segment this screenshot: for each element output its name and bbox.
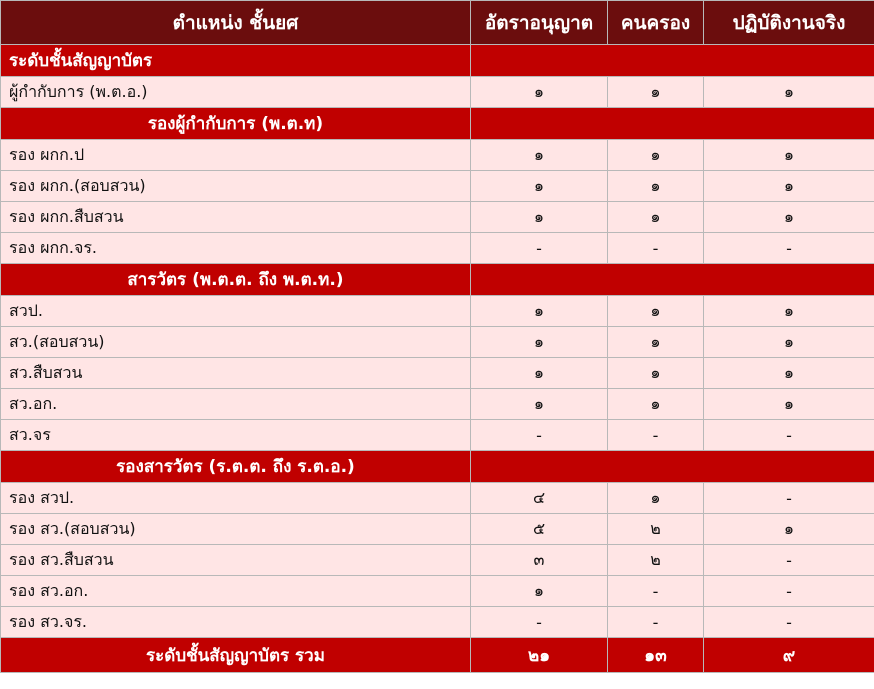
- actual-count: ๑: [704, 77, 874, 108]
- position-name: รอง สว.สืบสวน: [1, 545, 471, 576]
- position-name: รอง สว.อก.: [1, 576, 471, 607]
- total-authorized: ๒๑: [471, 638, 608, 673]
- column-header-occupied: คนครอง: [608, 1, 704, 45]
- occupied-count: ๑: [608, 171, 704, 202]
- position-name: รอง สว.จร.: [1, 607, 471, 638]
- occupied-count: ๑: [608, 483, 704, 514]
- actual-count: ๑: [704, 358, 874, 389]
- table-row: [1, 233, 874, 264]
- position-name: สว.สืบสวน: [1, 358, 471, 389]
- position-name: สว.(สอบสวน): [1, 327, 471, 358]
- table-row: [1, 607, 874, 638]
- authorized-count: -: [471, 607, 608, 638]
- actual-count: -: [704, 420, 874, 451]
- table-row: [1, 77, 874, 108]
- authorized-count: ๑: [471, 576, 608, 607]
- total-actual: ๙: [704, 638, 874, 673]
- table-row: [1, 296, 874, 327]
- actual-count: ๑: [704, 140, 874, 171]
- actual-count: -: [704, 607, 874, 638]
- actual-count: ๑: [704, 296, 874, 327]
- actual-count: -: [704, 233, 874, 264]
- authorized-count: ๑: [471, 77, 608, 108]
- table-row: [1, 389, 874, 420]
- section-title: รองสารวัตร (ร.ต.ต. ถึง ร.ต.อ.): [1, 451, 471, 483]
- position-name: สวป.: [1, 296, 471, 327]
- actual-count: ๑: [704, 514, 874, 545]
- section-row: [1, 264, 874, 296]
- position-name: รอง สวป.: [1, 483, 471, 514]
- occupied-count: ๑: [608, 327, 704, 358]
- position-name: ผู้กำกับการ (พ.ต.อ.): [1, 77, 471, 108]
- table-header-row: [1, 1, 874, 45]
- column-header-actual: ปฏิบัติงานจริง: [704, 1, 874, 45]
- table-row: [1, 545, 874, 576]
- occupied-count: ๑: [608, 358, 704, 389]
- section-title: สารวัตร (พ.ต.ต. ถึง พ.ต.ท.): [1, 264, 471, 296]
- section-row: [1, 451, 874, 483]
- column-header-position: ตำแหน่ง ชั้นยศ: [1, 1, 471, 45]
- authorized-count: ๔: [471, 483, 608, 514]
- authorized-count: -: [471, 233, 608, 264]
- authorized-count: ๑: [471, 389, 608, 420]
- position-name: รอง สว.(สอบสวน): [1, 514, 471, 545]
- table-row: [1, 420, 874, 451]
- table-row: [1, 576, 874, 607]
- actual-count: -: [704, 483, 874, 514]
- authorized-count: ๑: [471, 202, 608, 233]
- table-row: [1, 358, 874, 389]
- occupied-count: ๑: [608, 77, 704, 108]
- section-filler: [471, 108, 874, 140]
- table-body: [1, 45, 874, 638]
- table-row: [1, 483, 874, 514]
- authorized-count: ๓: [471, 545, 608, 576]
- table-row: [1, 171, 874, 202]
- position-name: รอง ผกก.สืบสวน: [1, 202, 471, 233]
- occupied-count: ๒: [608, 545, 704, 576]
- occupied-count: ๑: [608, 296, 704, 327]
- authorized-count: ๕: [471, 514, 608, 545]
- section-row: [1, 45, 874, 77]
- actual-count: -: [704, 576, 874, 607]
- position-name: รอง ผกก.(สอบสวน): [1, 171, 471, 202]
- occupied-count: ๑: [608, 140, 704, 171]
- occupied-count: ๑: [608, 389, 704, 420]
- section-row: [1, 108, 874, 140]
- table-row: [1, 514, 874, 545]
- position-name: สว.จร: [1, 420, 471, 451]
- occupied-count: -: [608, 607, 704, 638]
- column-header-authorized: อัตราอนุญาต: [471, 1, 608, 45]
- occupied-count: -: [608, 233, 704, 264]
- section-filler: [471, 45, 874, 77]
- occupied-count: -: [608, 420, 704, 451]
- position-name: รอง ผกก.จร.: [1, 233, 471, 264]
- authorized-count: ๑: [471, 140, 608, 171]
- total-label: ระดับชั้นสัญญาบัตร รวม: [1, 638, 471, 673]
- authorized-count: ๑: [471, 327, 608, 358]
- section-filler: [471, 451, 874, 483]
- occupied-count: -: [608, 576, 704, 607]
- actual-count: -: [704, 545, 874, 576]
- occupied-count: ๒: [608, 514, 704, 545]
- occupied-count: ๑: [608, 202, 704, 233]
- section-title: ระดับชั้นสัญญาบัตร: [1, 45, 471, 77]
- table-row: [1, 140, 874, 171]
- authorized-count: ๑: [471, 171, 608, 202]
- table-row: [1, 202, 874, 233]
- section-filler: [471, 264, 874, 296]
- authorized-count: ๑: [471, 358, 608, 389]
- section-title: รองผู้กำกับการ (พ.ต.ท): [1, 108, 471, 140]
- authorized-count: ๑: [471, 296, 608, 327]
- position-name: รอง ผกก.ป: [1, 140, 471, 171]
- total-occupied: ๑๓: [608, 638, 704, 673]
- table-row: [1, 327, 874, 358]
- total-row: [1, 638, 874, 673]
- authorized-count: -: [471, 420, 608, 451]
- actual-count: ๑: [704, 327, 874, 358]
- actual-count: ๑: [704, 202, 874, 233]
- position-name: สว.อก.: [1, 389, 471, 420]
- actual-count: ๑: [704, 171, 874, 202]
- actual-count: ๑: [704, 389, 874, 420]
